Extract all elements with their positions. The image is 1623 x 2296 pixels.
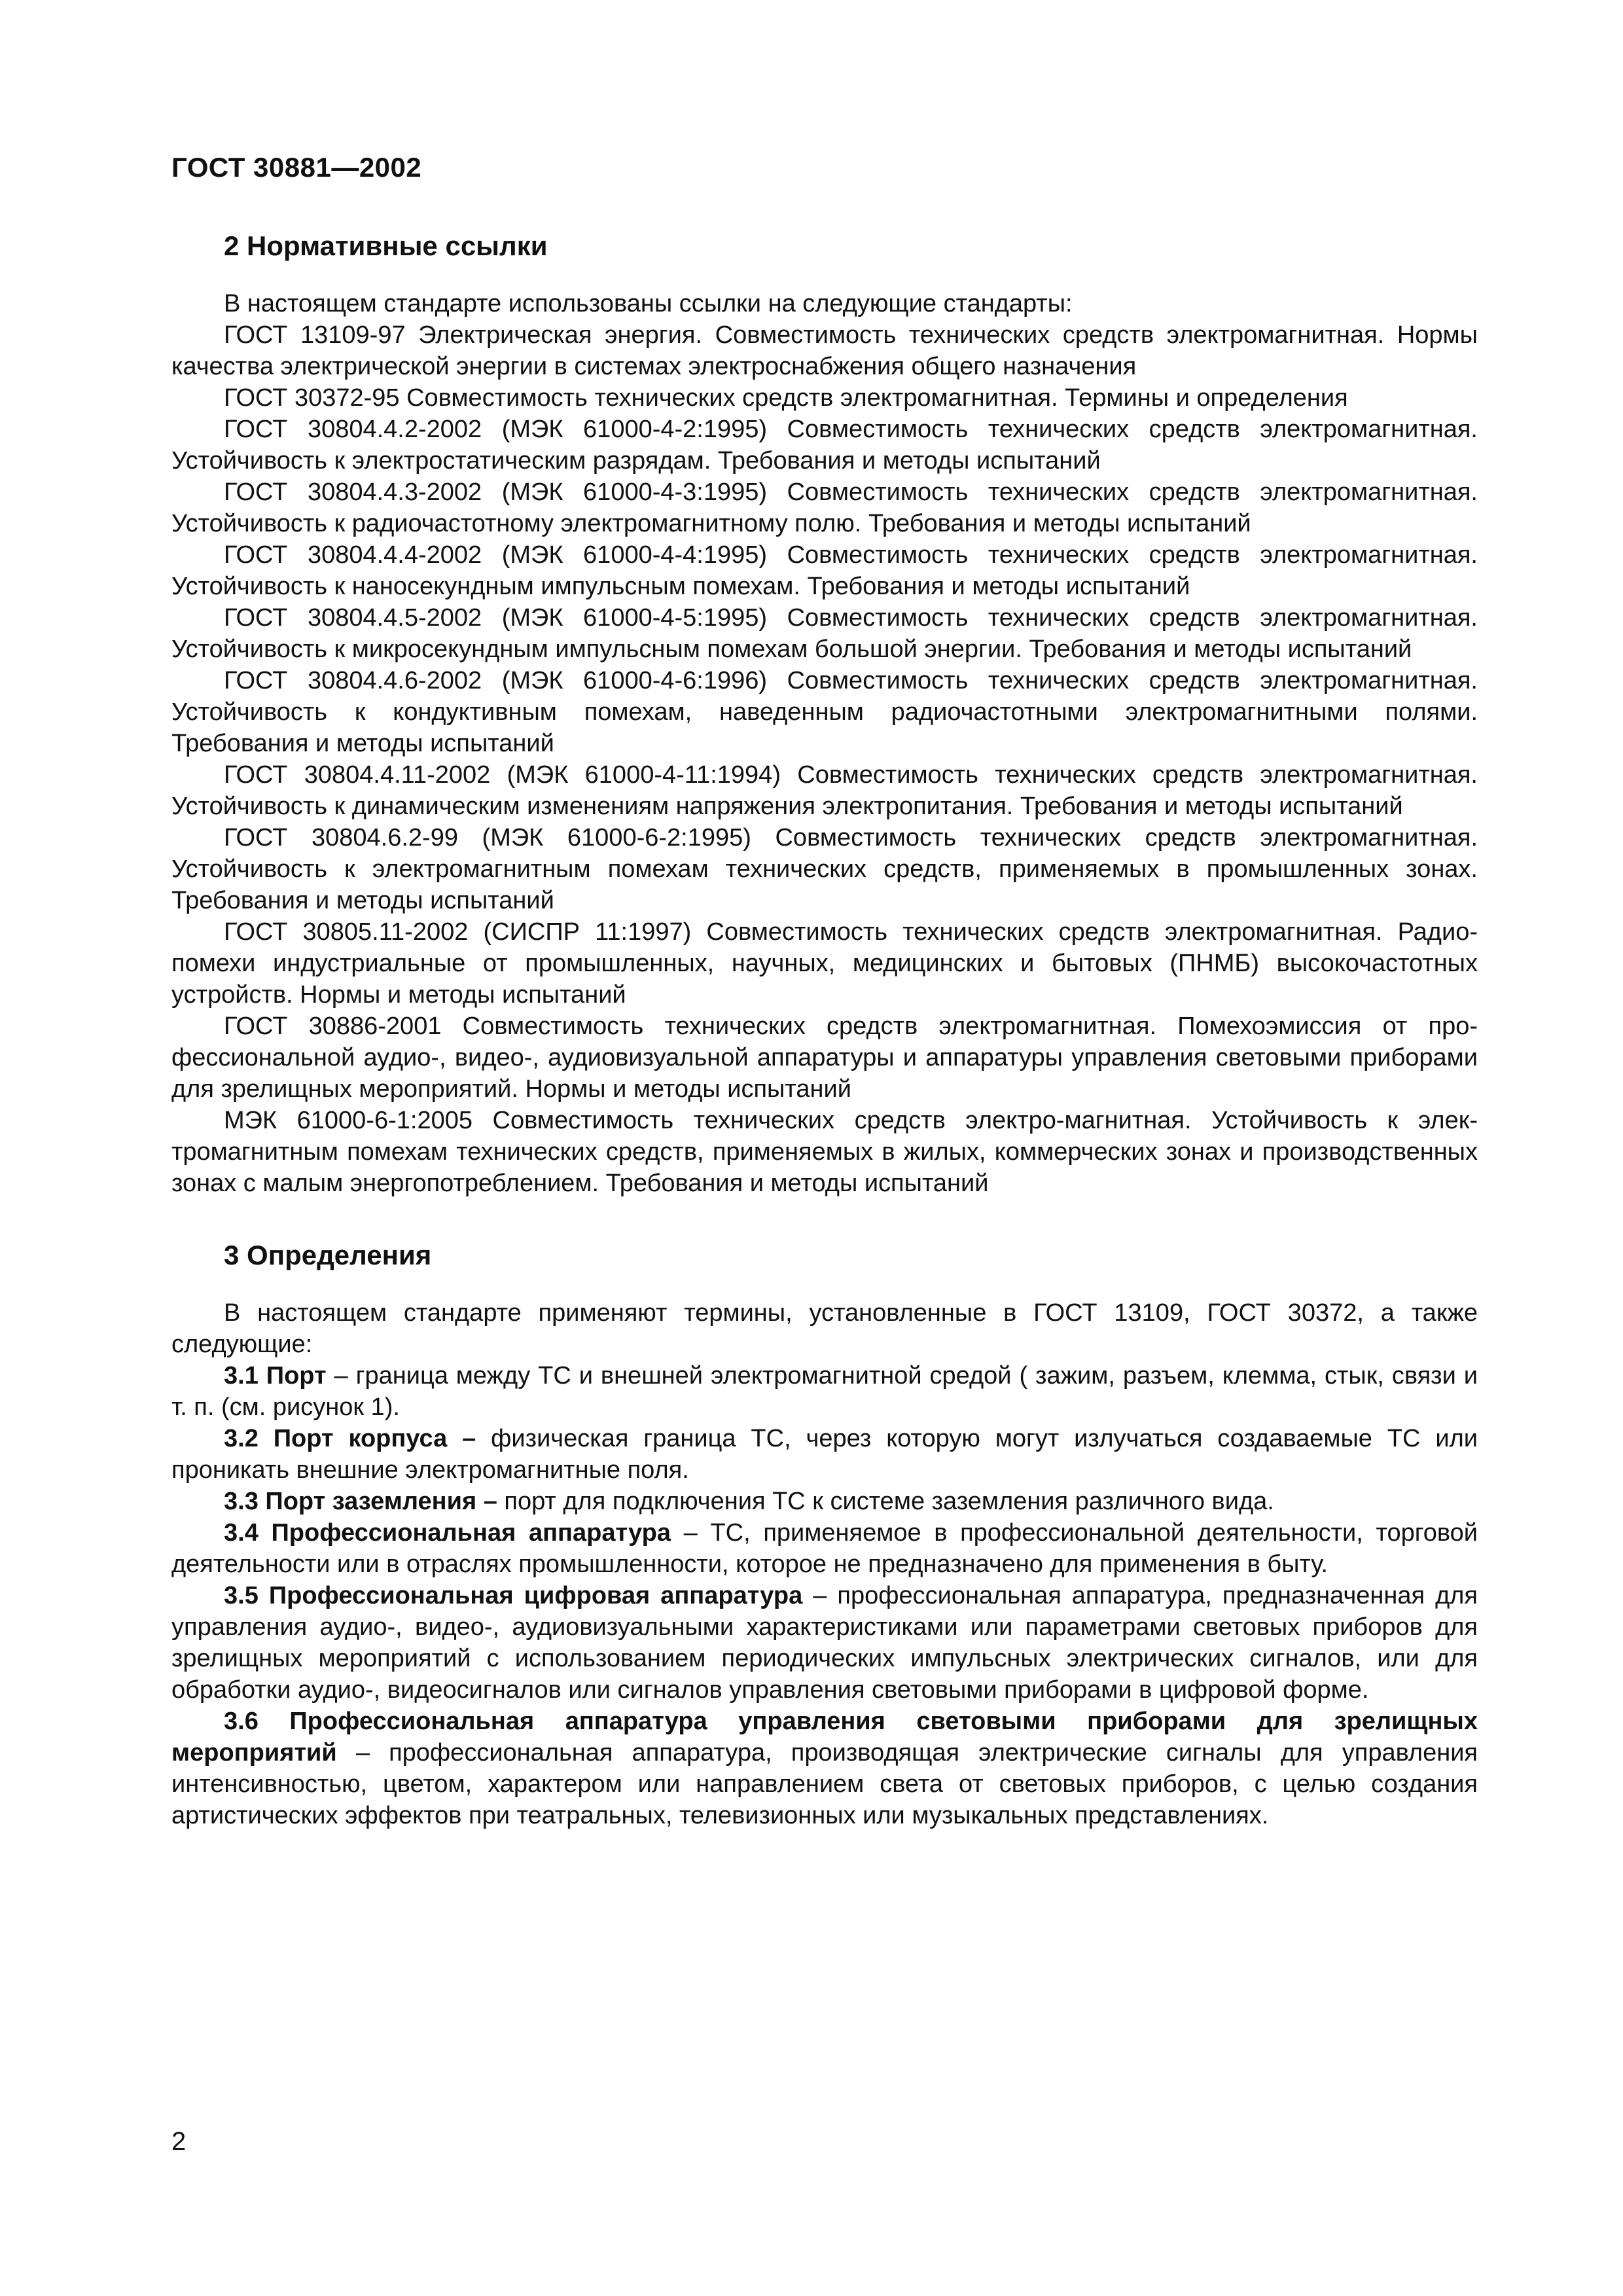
document-code-header: ГОСТ 30881—2002 [171,152,422,183]
reference-item: ГОСТ 30804.4.4-2002 (МЭК 61000-4-4:1995) Совместимость технических средств электромагнитная. Устойчивость к наносекундным импульсным помехам. Требования и методы испытаний [171,541,1478,600]
reference-item: ГОСТ 30805.11-2002 (СИСПР 11:1997) Совместимость технических средств электромагнитная. Радиопомехи индустриальные от промышленных, научных, медицинских и бытовых (ПНМБ) высокочастотных устройств. Нормы и методы испытаний [171,918,1478,1009]
reference-item: ГОСТ 30804.4.2-2002 (МЭК 61000-4-2:1995) Совместимость технических средств электромагнитная. Устойчивость к электростатическим разрядам. Требования и методы испытаний [171,416,1478,475]
reference-item: ГОСТ 30804.4.5-2002 (МЭК 61000-4-5:1995) Совместимость технических средств электромагнитная. Устойчивость к микросекундным импульсным помехам большой энергии. Требования и методы испытаний [171,604,1478,663]
definition-term: 3.6 Профессиональная аппаратура управления световыми приборами для зрелищных мероприятий [171,1708,1478,1767]
section-3-title: 3 Определения [224,1240,432,1270]
reference-item: ГОСТ 13109-97 Электрическая энергия. Совместимость технических средств электромагнитная. Нормы качества электрической энергии в системах электроснабжения общего назначения [171,321,1478,380]
definition-term: 3.3 Порт заземления – [224,1488,497,1515]
reference-item: ГОСТ 30804.4.6-2002 (МЭК 61000-4-6:1996) Совместимость технических средств электромагнитная. Устойчивость к кондуктивным помехам, наведенным радиочастотными электромагнитными полями. Требования и методы испытаний [171,667,1478,757]
definition-text: физическая граница ТС, через которую могут излучаться создаваемые ТС или проникать внешние электромагнитные поля. [171,1425,1478,1484]
reference-item: ГОСТ 30886-2001 Совместимость технических средств электромагнитная. Помехоэмиссия от профессиональной аудио-, видео-, аудиовизуальной аппаратуры и аппаратуры управления световыми приборами для зрелищных мероприятий. Нормы и методы испытаний [171,1013,1478,1103]
definition-item [171,1360,1478,1423]
definition-text: – ТС, применяемое в профессиональной деятельности, торговой деятельности или в отраслях промышленности, которое не предназначено для применения в быту. [171,1519,1478,1578]
definition-term: 3.1 Порт [224,1362,327,1390]
definition-item [171,1517,1478,1580]
definition-text: – профессиональная аппаратура, предназначенная для управления аудио-, видео-, аудиовизуальными характеристиками или параметрами световых приборов для зрелищных мероприятий с использованием периодических импульсных электрических сигналов, или для обработки аудио-, видеосигналов или сигналов управления световыми приборами в цифровой форме. [171,1582,1478,1704]
definition-text: – граница между ТС и внешней электромагнитной средой ( зажим, разъем, клемма, стык, связи и т. п. (см. рисунок 1). [171,1362,1478,1421]
definition-item [171,1706,1478,1831]
definitions-intro: В настоящем стандарте применяют термины, установленные в ГОСТ 13109, ГОСТ 30372, а также следующие: [171,1299,1478,1358]
definition-term: 3.2 Порт корпуса – [224,1425,476,1452]
definition-item [171,1486,1478,1517]
reference-item: ГОСТ 30804.4.11-2002 (МЭК 61000-4-11:1994) Совместимость технических средств электромагнитная. Устойчивость к динамическим изменениям напряжения электропитания. Требования и методы испытаний [171,761,1478,820]
section-2-title: 2 Нормативные ссылки [224,230,548,261]
definition-term: 3.4 Профессиональная аппаратура [224,1519,671,1547]
normative-references [171,288,1478,1199]
reference-item: ГОСТ 30804.6.2-99 (МЭК 61000-6-2:1995) Совместимость технических средств электромагнитная. Устойчивость к электромагнитным помехам технических средств, применяемых в промышленных зонах. Требования и методы испытаний [171,824,1478,914]
definition-item [171,1423,1478,1486]
definition-text: – профессиональная аппаратура, производящая электрические сигналы для управления интенсивностью, цветом, характером или направлением света от световых приборов, с целью создания артистических эффектов при театральных, телевизионных или музыкальных представлениях. [171,1739,1478,1829]
definition-text: порт для подключения ТС к системе заземления различного вида. [497,1488,1274,1515]
page-content [171,229,1478,1831]
reference-item: МЭК 61000-6-1:2005 Совместимость технических средств электро-магнитная. Устойчивость к электромагнитным помехам технических средств, применяемых в жилых, коммерческих зонах и производственных зонах с малым энергопотреблением. Требования и методы испытаний [171,1107,1478,1197]
reference-item: ГОСТ 30372-95 Совместимость технических средств электромагнитная. Термины и определения [224,384,1348,412]
definition-item [171,1580,1478,1706]
page-number: 2 [171,2127,187,2156]
definition-term: 3.5 Профессиональная цифровая аппаратура [224,1582,803,1609]
reference-item: ГОСТ 30804.4.3-2002 (МЭК 61000-4-3:1995) Совместимость технических средств электромагнитная. Устойчивость к радиочастотному электромагнитному полю. Требования и методы испытаний [171,478,1478,537]
references-intro: В настоящем стандарте использованы ссылки на следующие стандарты: [224,290,1073,317]
definitions-section [171,1238,1478,1831]
